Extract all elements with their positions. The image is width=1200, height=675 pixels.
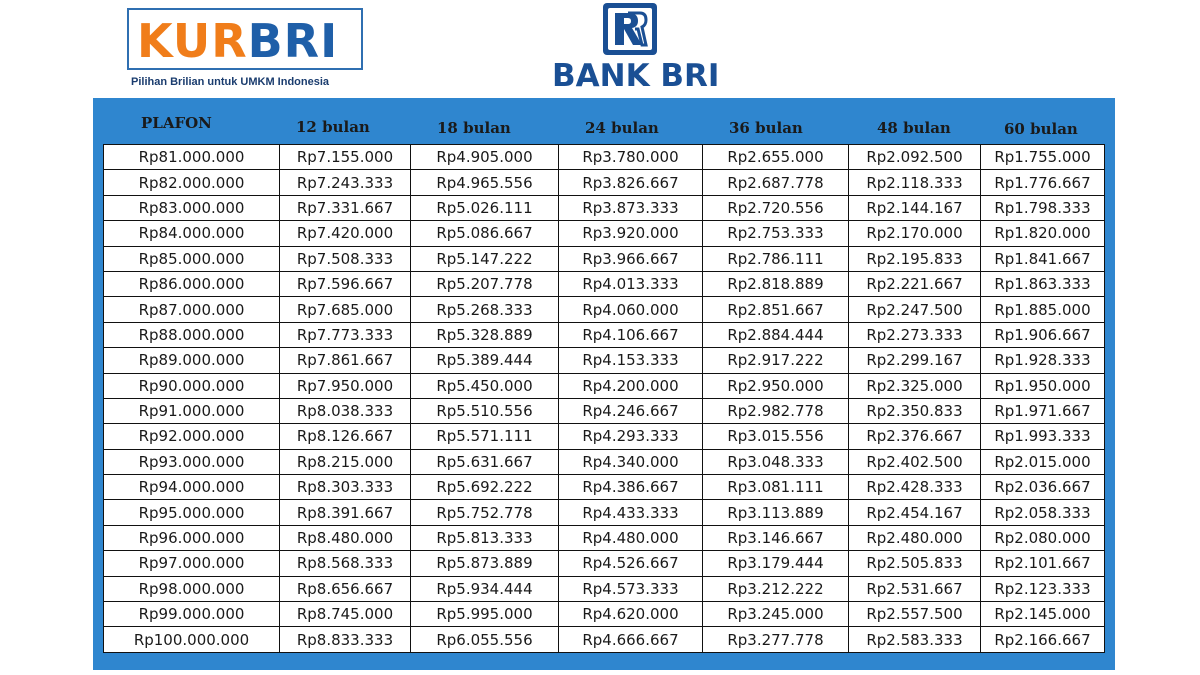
installment-cell: Rp5.147.222 [411, 246, 559, 271]
installment-cell: Rp2.118.333 [849, 170, 981, 195]
installment-cell: Rp3.245.000 [703, 602, 849, 627]
table-row [104, 195, 1105, 220]
installment-table-frame [93, 98, 1115, 670]
installment-cell: Rp3.966.667 [559, 246, 703, 271]
installment-cell: Rp5.692.222 [411, 475, 559, 500]
plafon-cell: Rp97.000.000 [104, 551, 280, 576]
header-18-bulan: 18 bulan [437, 119, 511, 137]
plafon-cell: Rp95.000.000 [104, 500, 280, 525]
installment-cell: Rp7.596.667 [280, 271, 411, 296]
plafon-cell: Rp81.000.000 [104, 145, 280, 170]
kur-bri-tagline: Pilihan Brilian untuk UMKM Indonesia [131, 76, 330, 88]
installment-cell: Rp8.568.333 [280, 551, 411, 576]
installment-cell: Rp3.015.556 [703, 424, 849, 449]
installment-cell: Rp2.505.833 [849, 551, 981, 576]
installment-cell: Rp2.058.333 [981, 500, 1105, 525]
installment-cell: Rp2.583.333 [849, 627, 981, 652]
table-row [104, 145, 1105, 170]
bri-emblem-icon [602, 2, 658, 56]
header-48-bulan: 48 bulan [877, 119, 951, 137]
installment-cell: Rp5.268.333 [411, 297, 559, 322]
table-row [104, 322, 1105, 347]
installment-cell: Rp2.247.500 [849, 297, 981, 322]
installment-cell: Rp1.906.667 [981, 322, 1105, 347]
installment-cell: Rp2.402.500 [849, 449, 981, 474]
installment-cell: Rp5.813.333 [411, 525, 559, 550]
installment-cell: Rp5.995.000 [411, 602, 559, 627]
plafon-cell: Rp94.000.000 [104, 475, 280, 500]
installment-cell: Rp2.851.667 [703, 297, 849, 322]
installment-cell: Rp2.325.000 [849, 373, 981, 398]
table-header-row [93, 98, 1115, 144]
bri-word: BRI [247, 14, 339, 68]
installment-cell: Rp1.755.000 [981, 145, 1105, 170]
installment-cell: Rp7.155.000 [280, 145, 411, 170]
installment-cell: Rp2.480.000 [849, 525, 981, 550]
installment-cell: Rp5.631.667 [411, 449, 559, 474]
table-row [104, 348, 1105, 373]
installment-cell: Rp5.328.889 [411, 322, 559, 347]
table-row [104, 271, 1105, 296]
installment-cell: Rp8.215.000 [280, 449, 411, 474]
installment-cell: Rp2.655.000 [703, 145, 849, 170]
plafon-cell: Rp100.000.000 [104, 627, 280, 652]
installment-cell: Rp3.920.000 [559, 221, 703, 246]
installment-cell: Rp1.993.333 [981, 424, 1105, 449]
installment-cell: Rp2.753.333 [703, 221, 849, 246]
installment-cell: Rp6.055.556 [411, 627, 559, 652]
header-plafon: PLAFON [141, 114, 212, 132]
installment-cell: Rp5.873.889 [411, 551, 559, 576]
installment-cell: Rp4.526.667 [559, 551, 703, 576]
installment-cell: Rp5.752.778 [411, 500, 559, 525]
installment-cell: Rp8.833.333 [280, 627, 411, 652]
installment-cell: Rp2.123.333 [981, 576, 1105, 601]
installment-cell: Rp3.873.333 [559, 195, 703, 220]
installment-cell: Rp4.433.333 [559, 500, 703, 525]
installment-cell: Rp2.917.222 [703, 348, 849, 373]
installment-cell: Rp8.303.333 [280, 475, 411, 500]
installment-cell: Rp2.092.500 [849, 145, 981, 170]
installment-cell: Rp5.086.667 [411, 221, 559, 246]
installment-cell: Rp7.243.333 [280, 170, 411, 195]
table-row [104, 576, 1105, 601]
installment-cell: Rp3.146.667 [703, 525, 849, 550]
installment-cell: Rp2.950.000 [703, 373, 849, 398]
plafon-cell: Rp92.000.000 [104, 424, 280, 449]
installment-table [103, 144, 1105, 653]
installment-cell: Rp3.277.778 [703, 627, 849, 652]
header-12-bulan: 12 bulan [296, 118, 370, 136]
installment-cell: Rp3.826.667 [559, 170, 703, 195]
plafon-cell: Rp89.000.000 [104, 348, 280, 373]
installment-cell: Rp4.200.000 [559, 373, 703, 398]
installment-cell: Rp8.391.667 [280, 500, 411, 525]
kur-word: KUR [137, 14, 248, 68]
installment-cell: Rp7.685.000 [280, 297, 411, 322]
installment-cell: Rp4.620.000 [559, 602, 703, 627]
plafon-cell: Rp96.000.000 [104, 525, 280, 550]
table-row [104, 500, 1105, 525]
installment-cell: Rp3.179.444 [703, 551, 849, 576]
kur-bri-logo [127, 8, 367, 92]
installment-cell: Rp1.928.333 [981, 348, 1105, 373]
installment-cell: Rp7.420.000 [280, 221, 411, 246]
installment-cell: Rp7.331.667 [280, 195, 411, 220]
kur-bri-logo-box [127, 8, 363, 70]
installment-cell: Rp2.818.889 [703, 271, 849, 296]
installment-cell: Rp1.798.333 [981, 195, 1105, 220]
plafon-cell: Rp93.000.000 [104, 449, 280, 474]
installment-cell: Rp2.557.500 [849, 602, 981, 627]
installment-cell: Rp7.861.667 [280, 348, 411, 373]
installment-cell: Rp4.905.000 [411, 145, 559, 170]
installment-cell: Rp2.982.778 [703, 398, 849, 423]
installment-cell: Rp4.965.556 [411, 170, 559, 195]
installment-cell: Rp3.048.333 [703, 449, 849, 474]
installment-cell: Rp2.786.111 [703, 246, 849, 271]
table-row [104, 424, 1105, 449]
installment-cell: Rp2.144.167 [849, 195, 981, 220]
installment-cell: Rp4.246.667 [559, 398, 703, 423]
header-24-bulan: 24 bulan [585, 119, 659, 137]
installment-cell: Rp2.221.667 [849, 271, 981, 296]
table-row [104, 627, 1105, 652]
installment-cell: Rp1.776.667 [981, 170, 1105, 195]
plafon-cell: Rp86.000.000 [104, 271, 280, 296]
bank-bri-text: BANK BRI [552, 58, 720, 94]
table-row [104, 297, 1105, 322]
table-row [104, 551, 1105, 576]
plafon-cell: Rp98.000.000 [104, 576, 280, 601]
table-row [104, 373, 1105, 398]
installment-cell: Rp1.863.333 [981, 271, 1105, 296]
kur-bri-wordmark [137, 14, 338, 68]
table-row [104, 398, 1105, 423]
installment-cell: Rp3.212.222 [703, 576, 849, 601]
installment-cell: Rp4.060.000 [559, 297, 703, 322]
installment-cell: Rp2.145.000 [981, 602, 1105, 627]
installment-cell: Rp8.656.667 [280, 576, 411, 601]
installment-cell: Rp4.013.333 [559, 271, 703, 296]
installment-cell: Rp2.720.556 [703, 195, 849, 220]
installment-cell: Rp8.126.667 [280, 424, 411, 449]
plafon-cell: Rp83.000.000 [104, 195, 280, 220]
installment-cell: Rp2.687.778 [703, 170, 849, 195]
installment-cell: Rp7.950.000 [280, 373, 411, 398]
plafon-cell: Rp99.000.000 [104, 602, 280, 627]
installment-cell: Rp3.113.889 [703, 500, 849, 525]
installment-cell: Rp2.376.667 [849, 424, 981, 449]
table-row [104, 246, 1105, 271]
table-row [104, 221, 1105, 246]
header-60-bulan: 60 bulan [1004, 120, 1078, 138]
installment-cell: Rp7.508.333 [280, 246, 411, 271]
installment-cell: Rp4.666.667 [559, 627, 703, 652]
installment-cell: Rp4.153.333 [559, 348, 703, 373]
installment-cell: Rp1.885.000 [981, 297, 1105, 322]
installment-cell: Rp3.780.000 [559, 145, 703, 170]
installment-cell: Rp5.571.111 [411, 424, 559, 449]
bank-bri-logo [548, 0, 718, 96]
installment-cell: Rp5.026.111 [411, 195, 559, 220]
installment-cell: Rp2.884.444 [703, 322, 849, 347]
installment-cell: Rp8.745.000 [280, 602, 411, 627]
table-row [104, 602, 1105, 627]
table-row [104, 449, 1105, 474]
installment-cell: Rp2.454.167 [849, 500, 981, 525]
installment-cell: Rp1.950.000 [981, 373, 1105, 398]
installment-cell: Rp3.081.111 [703, 475, 849, 500]
table-row [104, 475, 1105, 500]
installment-cell: Rp1.841.667 [981, 246, 1105, 271]
installment-cell: Rp8.480.000 [280, 525, 411, 550]
installment-cell: Rp5.510.556 [411, 398, 559, 423]
table-row [104, 170, 1105, 195]
plafon-cell: Rp84.000.000 [104, 221, 280, 246]
installment-cell: Rp1.820.000 [981, 221, 1105, 246]
installment-cell: Rp2.015.000 [981, 449, 1105, 474]
plafon-cell: Rp87.000.000 [104, 297, 280, 322]
installment-cell: Rp2.101.667 [981, 551, 1105, 576]
installment-cell: Rp2.036.667 [981, 475, 1105, 500]
installment-cell: Rp7.773.333 [280, 322, 411, 347]
table-row [104, 525, 1105, 550]
installment-cell: Rp2.166.667 [981, 627, 1105, 652]
installment-cell: Rp8.038.333 [280, 398, 411, 423]
installment-cell: Rp2.195.833 [849, 246, 981, 271]
installment-cell: Rp4.386.667 [559, 475, 703, 500]
installment-cell: Rp2.273.333 [849, 322, 981, 347]
installment-cell: Rp2.170.000 [849, 221, 981, 246]
installment-cell: Rp2.299.167 [849, 348, 981, 373]
installment-cell: Rp5.389.444 [411, 348, 559, 373]
installment-cell: Rp2.428.333 [849, 475, 981, 500]
installment-table-body [104, 145, 1105, 653]
installment-cell: Rp5.450.000 [411, 373, 559, 398]
installment-cell: Rp2.350.833 [849, 398, 981, 423]
installment-cell: Rp5.934.444 [411, 576, 559, 601]
installment-cell: Rp2.531.667 [849, 576, 981, 601]
plafon-cell: Rp85.000.000 [104, 246, 280, 271]
plafon-cell: Rp88.000.000 [104, 322, 280, 347]
installment-cell: Rp4.293.333 [559, 424, 703, 449]
installment-cell: Rp4.340.000 [559, 449, 703, 474]
installment-cell: Rp4.573.333 [559, 576, 703, 601]
plafon-cell: Rp90.000.000 [104, 373, 280, 398]
plafon-cell: Rp91.000.000 [104, 398, 280, 423]
installment-cell: Rp2.080.000 [981, 525, 1105, 550]
plafon-cell: Rp82.000.000 [104, 170, 280, 195]
installment-cell: Rp4.106.667 [559, 322, 703, 347]
installment-cell: Rp5.207.778 [411, 271, 559, 296]
installment-cell: Rp1.971.667 [981, 398, 1105, 423]
header-36-bulan: 36 bulan [729, 119, 803, 137]
installment-cell: Rp4.480.000 [559, 525, 703, 550]
